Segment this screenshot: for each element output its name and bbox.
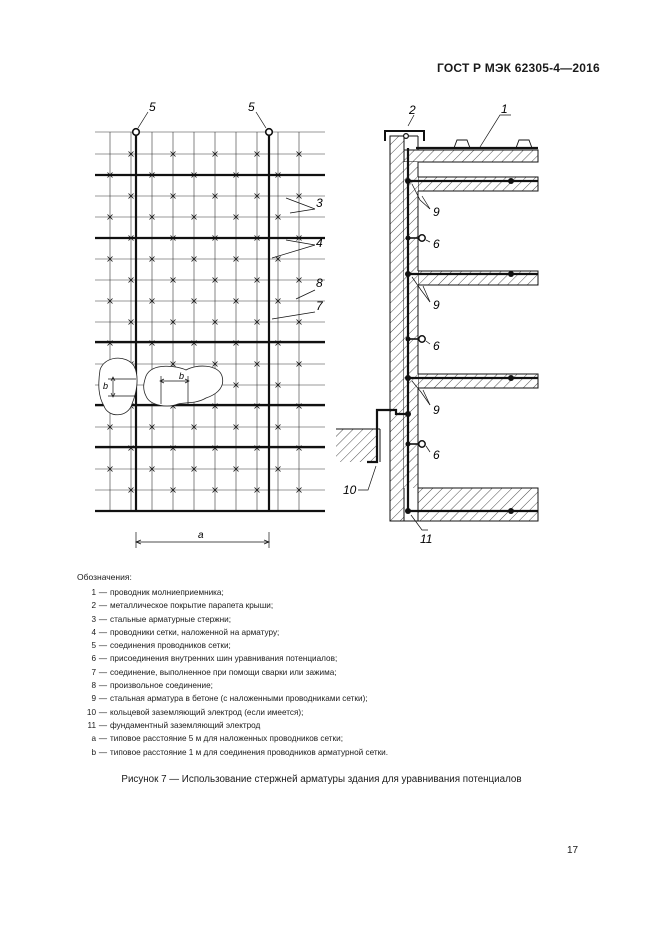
label-9-top: 9 <box>433 205 440 219</box>
legend-item <box>77 599 388 612</box>
legend-key: 2 <box>91 601 96 611</box>
legend-text: проводники сетки, наложенной на арматуру; <box>110 627 280 637</box>
legend-key: a <box>91 734 96 744</box>
label-8: 8 <box>316 276 323 290</box>
label-6-bottom: 6 <box>433 448 440 462</box>
legend-item <box>77 692 388 705</box>
reinforcement-joints <box>405 178 514 514</box>
reinforcement-grid <box>95 132 325 512</box>
legend-text: соединения проводников сетки; <box>110 641 231 651</box>
label-1: 1 <box>501 102 508 116</box>
legend-item <box>77 746 388 759</box>
legend-item <box>77 706 388 719</box>
legend-key: 7 <box>91 667 96 677</box>
label-b-vertical: b <box>103 381 109 391</box>
label-6-middle: 6 <box>433 339 440 353</box>
legend-dash: — <box>98 694 108 704</box>
legend-text: металлическое покрытие парапета крыши; <box>110 601 274 611</box>
legend-dash: — <box>98 654 108 664</box>
label-5-left: 5 <box>149 100 156 114</box>
document-header: ГОСТ Р МЭК 62305-4—2016 <box>437 61 600 75</box>
label-5-right: 5 <box>248 100 255 114</box>
legend-dash: — <box>98 641 108 651</box>
label-6-top: 6 <box>433 237 440 251</box>
legend-key: 10 <box>86 707 96 717</box>
legend-text: присоединения внутренних шин уравнивания потенциалов; <box>110 654 338 664</box>
legend-text: кольцевой заземляющий электрод (если имеется); <box>110 707 304 717</box>
legend-dash: — <box>98 734 108 744</box>
label-a: a <box>198 530 204 541</box>
legend-item <box>77 586 388 599</box>
label-3: 3 <box>316 196 323 210</box>
mesh-connection-circle <box>266 129 273 136</box>
legend-item <box>77 719 388 732</box>
legend-dash: — <box>98 601 108 611</box>
legend-dash: — <box>98 720 108 730</box>
legend-dash: — <box>98 707 108 717</box>
legend-text: стальные арматурные стержни; <box>110 614 232 624</box>
label-9-bottom: 9 <box>433 403 440 417</box>
legend-key: 6 <box>91 654 96 664</box>
label-10: 10 <box>343 483 357 497</box>
legend-key: 4 <box>91 627 96 637</box>
legend-key: 3 <box>91 614 96 624</box>
legend-dash: — <box>98 681 108 691</box>
legend-text: произвольное соединение; <box>110 681 213 691</box>
legend-key: 8 <box>91 681 96 691</box>
legend-text: проводник молниеприемника; <box>110 588 224 597</box>
label-4: 4 <box>316 236 323 250</box>
legend-item <box>77 639 388 652</box>
left-leader-lines <box>138 112 315 319</box>
legend-text: типовое расстояние 1 м для соединения проводников арматурной сетки. <box>110 747 389 757</box>
legend-dash: — <box>98 627 108 637</box>
page-number: 17 <box>567 845 579 856</box>
legend-item <box>77 666 388 679</box>
legend-list <box>77 586 388 759</box>
legend-dash: — <box>98 667 108 677</box>
legend-key: 1 <box>91 588 96 597</box>
legend-key: 5 <box>91 641 96 651</box>
legend-key: 11 <box>87 720 96 730</box>
legend-key: 9 <box>91 694 96 704</box>
figure-caption-text: Рисунок 7 — Использование стержней арматуры здания для уравнивания потенциалов <box>121 774 522 785</box>
label-11: 11 <box>420 532 433 546</box>
label-9-middle: 9 <box>433 298 440 312</box>
legend-dash: — <box>98 614 108 624</box>
legend-text: стальная арматура в бетоне (с наложенными проводниками сетки); <box>110 694 368 704</box>
building-section <box>336 136 538 521</box>
legend-text: типовое расстояние 5 м для наложенных проводников сетки; <box>110 734 343 744</box>
label-2: 2 <box>409 103 416 117</box>
legend-item <box>77 679 388 692</box>
label-7: 7 <box>316 299 323 313</box>
legend-key: b <box>91 747 96 757</box>
legend-text: соединение, выполненное при помощи сварки или зажима; <box>110 667 337 677</box>
legend-dash: — <box>98 588 108 597</box>
legend-text: фундаментный заземляющий электрод <box>110 720 261 730</box>
legend-item <box>77 652 388 665</box>
legend-item <box>77 613 388 626</box>
legend-dash: — <box>98 747 108 757</box>
label-b-horizontal: b <box>179 371 185 381</box>
legend-item <box>77 626 388 639</box>
legend-item <box>77 732 388 745</box>
figure-caption <box>0 774 661 785</box>
legend-title: Обозначения: <box>77 572 132 582</box>
mesh-connection-circle <box>133 129 140 136</box>
